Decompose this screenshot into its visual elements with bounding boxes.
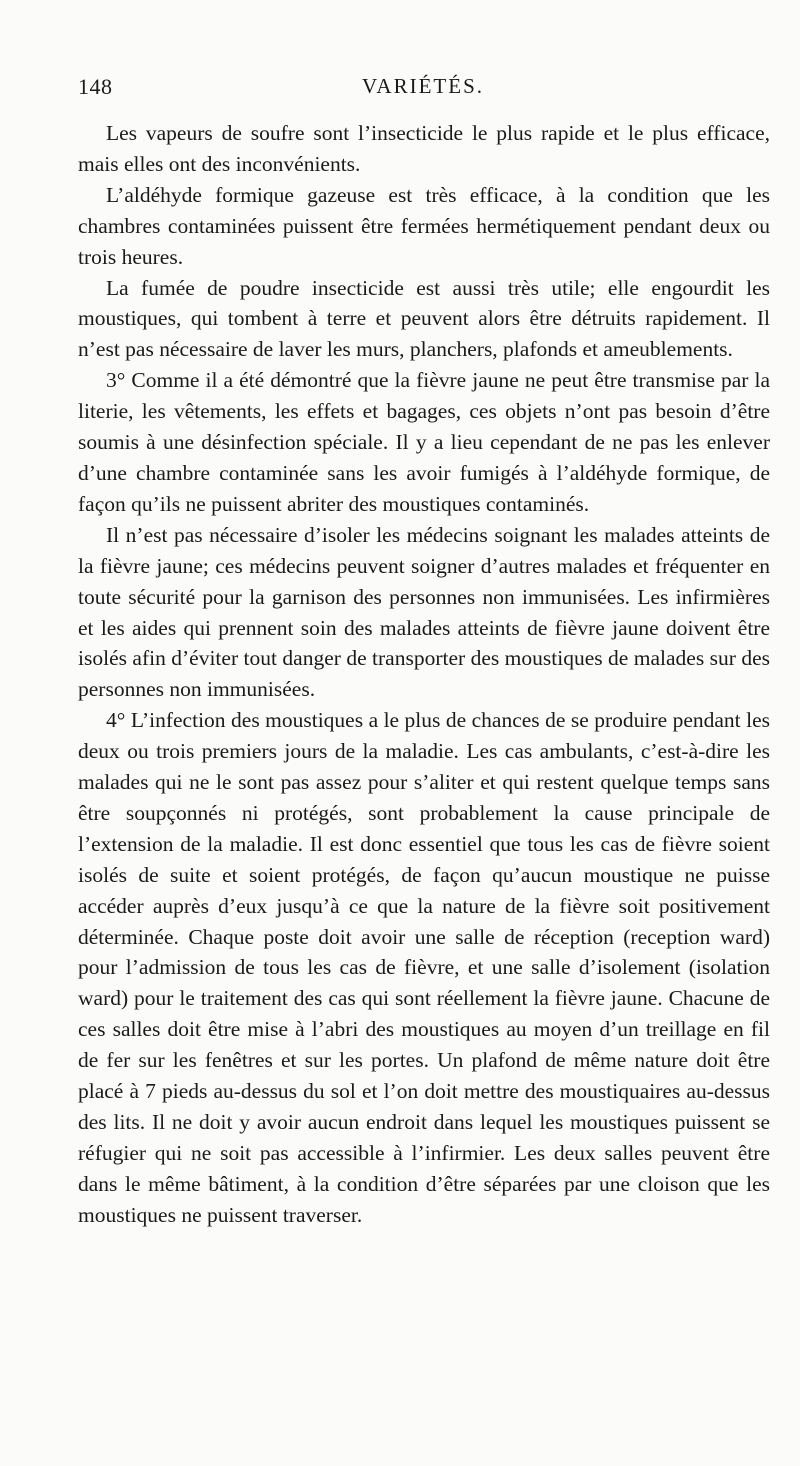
running-head: VARIÉTÉS. [361, 74, 485, 98]
paragraph-insecticide-powder: La fumée de poudre insecticide est aussi très utile; elle engourdit les moustiques, qui tombent à terre et peuvent alors être détruits rapidement. Il n’est pas nécessaire de laver les murs, planchers, plafonds et ameublements. [78, 275, 770, 362]
paragraph-physicians: Il n’est pas nécessaire d’isoler les médecins soignant les malades atteints de la fièvre jaune; ces médecins peuvent soigner d’autres malades et fréquenter en toute sécurité pour la garnison des personnes non immunisées. Les infirmières et les aides qui prennent soin des malades atteints de fièvre jaune doivent être isolés afin d’éviter tout danger de transporter des moustiques de malades sur des personnes non immunisées. [78, 522, 770, 702]
paragraph-item-3-bedding: 3° Comme il a été démontré que la fièvre jaune ne peut être transmise par la literie, les vêtements, les effets et bagages, ces objets n’ont pas besoin d’être soumis à une désinfection spéciale. Il y a lieu cependant de ne pas les enlever d’une chambre contaminée sans les avoir fumigés à l’aldéhyde formique, de façon qu’ils ne puissent abriter des moustiques contaminés. [78, 368, 770, 516]
paragraph-formaldehyde: L’aldéhyde formique gazeuse est très efficace, à la condition que les chambres contaminées puissent être fermées hermétiquement pendant deux ou trois heures. [78, 182, 770, 269]
page-header [78, 74, 768, 110]
body-text [78, 118, 770, 1231]
paragraph-sulfur-vapors: Les vapeurs de soufre sont l’insecticide le plus rapide et le plus efficace, mais elles ont des inconvénients. [78, 121, 770, 176]
page-number: 148 [78, 74, 113, 99]
paragraph-item-4-infection: 4° L’infection des moustiques a le plus de chances de se produire pendant les deux ou trois premiers jours de la maladie. Les cas ambulants, c’est-à-dire les malades qui ne le sont pas assez pour s’aliter et qui restent quelque temps sans être soupçonnés ni protégés, sont probablement la cause principale de l’extension de la maladie. Il est donc essentiel que tous les cas de fièvre soient isolés de suite et soient protégés, de façon qu’aucun moustique ne puisse accéder auprès d’eux jusqu’à ce que la nature de la fièvre soit positivement déterminée. Chaque poste doit avoir une salle de réception (reception ward) pour l’admission de tous les cas de fièvre, et une salle d’isolement (isolation ward) pour le traitement des cas qui sont réellement la fièvre jaune. Chacune de ces salles doit être mise à l’abri des moustiques au moyen d’un treillage en fil de fer sur les fenêtres et sur les portes. Un plafond de même nature doit être placé à 7 pieds au-dessus du sol et l’on doit mettre des moustiquaires au-dessus des lits. Il ne doit y avoir aucun endroit dans lequel les moustiques puissent se réfugier qui ne soit pas accessible à l’infirmier. Les deux salles peuvent être dans le même bâtiment, à la condition d’être séparées par une cloison que les moustiques ne puissent traverser. [78, 708, 770, 1227]
